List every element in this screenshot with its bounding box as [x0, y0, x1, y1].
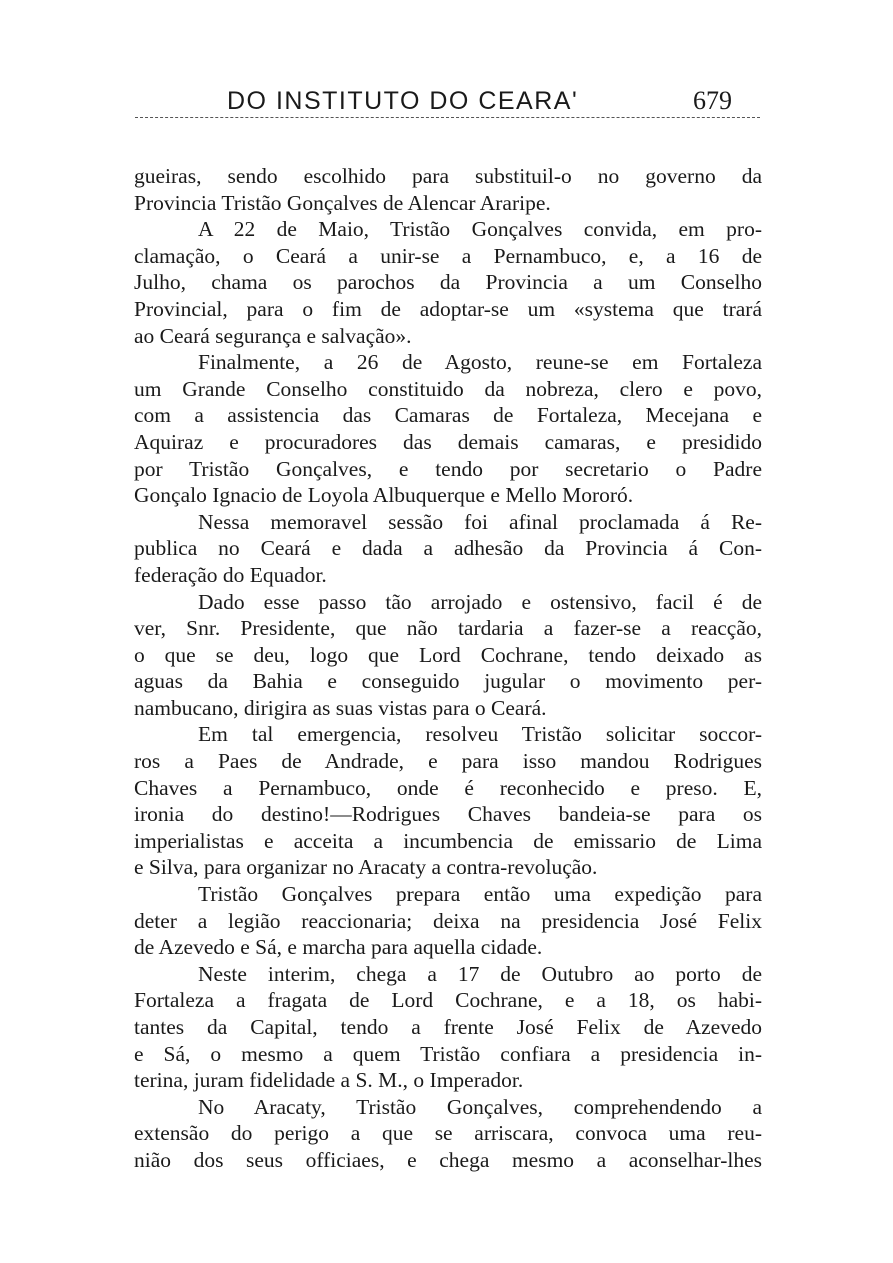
text-line: gueiras, sendo escolhido para substituil-o no governo da: [134, 164, 762, 188]
running-head: [135, 86, 760, 120]
text-line: ironia do destino!—Rodrigues Chaves bandeia-se para os: [134, 802, 762, 827]
text-line: Dado esse passo tão arrojado e ostensivo, facil é de: [198, 589, 762, 614]
text-line: Finalmente, a 26 de Agosto, reune-se em Fortaleza: [198, 350, 762, 375]
text-line: terina, juram fidelidade a S. M., o Imperador.: [134, 1068, 524, 1093]
text-line: Tristão Gonçalves prepara então uma expedição para: [198, 882, 762, 907]
text-line: Fortaleza a fragata de Lord Cochrane, e a 18, os habi-: [134, 988, 762, 1013]
text-line: Chaves a Pernambuco, onde é reconhecido e preso. E,: [134, 775, 762, 800]
text-line: Provincia Tristão Gonçalves de Alencar Araripe.: [134, 190, 551, 215]
text-line: publica no Ceará e dada a adhesão da Provincia á Con-: [134, 536, 762, 561]
text-line: extensão do perigo a que se arriscara, convoca uma reu-: [134, 1121, 762, 1146]
header-rule: [135, 117, 760, 118]
text-line: com a assistencia das Camaras de Fortaleza, Mecejana e: [134, 403, 762, 428]
text-line: ros a Paes de Andrade, e para isso mandou Rodrigues: [134, 749, 762, 774]
text-line: imperialistas e acceita a incumbencia de emissario de Lima: [134, 828, 762, 853]
text-line: clamação, o Ceará a unir-se a Pernambuco, e, a 16 de: [134, 243, 762, 268]
running-title: DO INSTITUTO DO CEARA': [227, 87, 579, 115]
text-line: nambucano, dirigira as suas vistas para o Ceará.: [134, 695, 547, 720]
text-line: Julho, chama os parochos da Provincia a um Conselho: [134, 270, 762, 295]
text-line: um Grande Conselho constituido da nobreza, clero e povo,: [134, 376, 762, 401]
text-line: federação do Equador.: [134, 562, 327, 587]
text-line: por Tristão Gonçalves, e tendo por secretario o Padre: [134, 456, 762, 481]
text-line: deter a legião reaccionaria; deixa na presidencia José Felix: [134, 908, 762, 933]
text-line: tantes da Capital, tendo a frente José Felix de Azevedo: [134, 1015, 762, 1039]
text-line: No Aracaty, Tristão Gonçalves, comprehendendo a: [198, 1094, 762, 1119]
text-line: Aquiraz e procuradores das demais camaras, e presidido: [134, 429, 762, 454]
text-line: de Azevedo e Sá, e marcha para aquella cidade.: [134, 935, 543, 960]
text-line: ao Ceará segurança e salvação».: [134, 323, 412, 348]
page-number: 679: [693, 86, 732, 115]
text-line: ver, Snr. Presidente, que não tardaria a fazer-se a reacção,: [134, 616, 762, 641]
text-line: A 22 de Maio, Tristão Gonçalves convida, em pro-: [198, 217, 762, 242]
text-line: Neste interim, chega a 17 de Outubro ao porto de: [198, 961, 762, 986]
text-line: Nessa memoravel sessão foi afinal proclamada á Re-: [198, 509, 762, 534]
body-text: [134, 163, 762, 1174]
text-line: o que se deu, logo que Lord Cochrane, tendo deixado as: [134, 642, 762, 667]
text-line: Provincial, para o fim de adoptar-se um «systema que trará: [134, 296, 762, 321]
text-line: e Silva, para organizar no Aracaty a contra-revolução.: [134, 855, 598, 880]
text-line: nião dos seus officiaes, e chega mesmo a aconselhar-lhes: [134, 1147, 762, 1172]
text-line: Gonçalo Ignacio de Loyola Albuquerque e Mello Mororó.: [134, 483, 634, 508]
text-line: Em tal emergencia, resolveu Tristão solicitar soccor-: [198, 722, 762, 747]
text-line: e Sá, o mesmo a quem Tristão confiara a presidencia in-: [134, 1041, 762, 1066]
text-line: aguas da Bahia e conseguido jugular o movimento per-: [134, 669, 762, 694]
